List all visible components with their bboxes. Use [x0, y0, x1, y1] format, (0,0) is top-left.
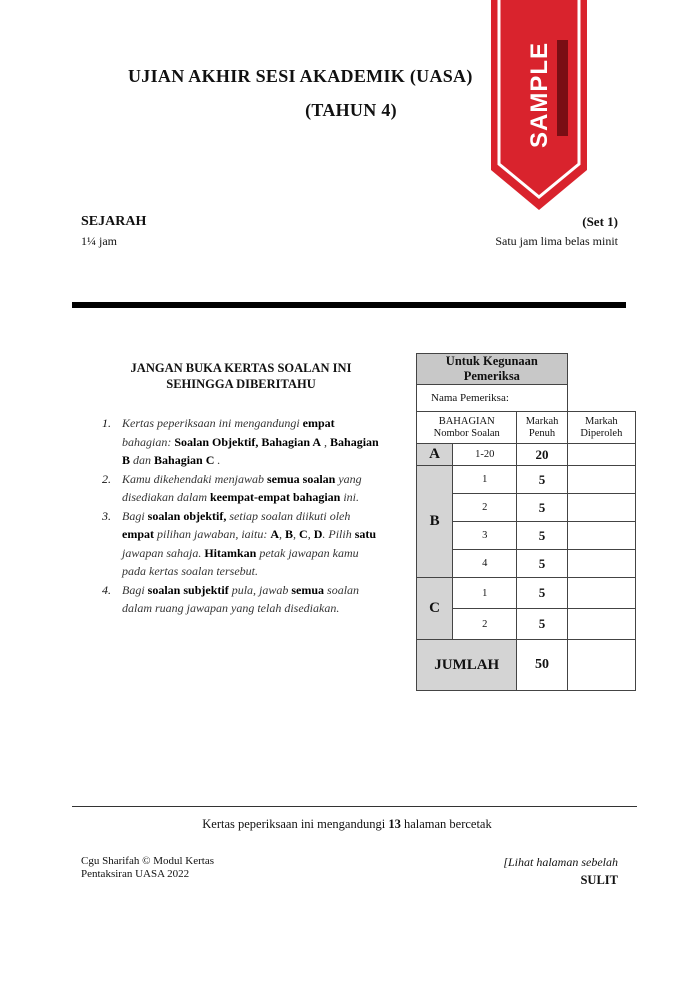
- total-label: JUMLAH: [417, 640, 517, 691]
- column-header-full-mark-line1: Markah: [525, 415, 559, 427]
- instruction-text: bahagian:: [122, 434, 175, 449]
- section-a-range: 1-20: [453, 444, 517, 466]
- column-header-obtained-mark-line1: Markah: [585, 415, 618, 427]
- instruction-item: [102, 581, 384, 618]
- section-b-question-3: 3: [453, 522, 517, 550]
- duration: 1¼ jam: [81, 234, 117, 248]
- section-b-mark-4: 5: [517, 550, 567, 578]
- section-a-mark: 20: [517, 444, 567, 466]
- instruction-emphasis: semua: [291, 582, 325, 597]
- column-header-obtained-mark: [567, 412, 635, 444]
- instruction-item: [102, 470, 384, 507]
- instruction-text: Bagi: [122, 582, 148, 597]
- section-c-question-1: 1: [453, 578, 517, 609]
- instruction-text: ,: [293, 527, 300, 541]
- column-header-section-line2: Nombor Soalan: [433, 427, 500, 439]
- instruction-emphasis: soalan subjektif: [147, 582, 229, 597]
- column-header-full-mark: [517, 412, 567, 444]
- section-b-obtained-2[interactable]: [567, 494, 635, 522]
- examiner-name-cell: Nama Pemeriksa:: [417, 385, 568, 412]
- set-label: (Set 1): [582, 214, 618, 229]
- instruction-text: Kamu dikehendaki menjawab: [122, 471, 267, 486]
- section-c-mark-1: 5: [517, 578, 567, 609]
- instruction-text: pula, jawab: [228, 582, 292, 597]
- page-count-note-prefix: Kertas peperiksaan ini mengandungi: [202, 817, 389, 831]
- column-header-obtained-mark-line2: Diperoleh: [580, 427, 623, 439]
- copyright-line-1: Cgu Sharifah © Modul Kertas: [81, 855, 215, 867]
- instruction-number: 2.: [102, 471, 111, 486]
- section-b-obtained-3[interactable]: [567, 522, 635, 550]
- instruction-text: Bagi: [122, 508, 148, 523]
- instruction-number: 1.: [102, 416, 111, 430]
- section-b-obtained-1[interactable]: [567, 466, 635, 494]
- instruction-emphasis: empat: [122, 527, 154, 541]
- section-a-label: A: [417, 444, 453, 466]
- instruction-text: petak jawapan kamu pada kertas soalan tersebut.: [122, 545, 359, 578]
- instruction-item: [102, 414, 384, 470]
- exam-title: UJIAN AKHIR SESI AKADEMIK (UASA): [128, 66, 473, 86]
- instruction-item: [102, 507, 384, 581]
- sample-watermark-tag: [557, 40, 568, 136]
- instruction-text: dan: [130, 453, 155, 467]
- total-obtained[interactable]: [567, 640, 635, 691]
- instruction-emphasis: Bahagian B: [122, 434, 379, 467]
- warning-line-1: JANGAN BUKA KERTAS SOALAN INI: [130, 361, 352, 375]
- column-header-section: [417, 412, 517, 444]
- instruction-text: setiap soalan diikuti oleh: [226, 508, 351, 523]
- instruction-emphasis: D: [313, 527, 323, 541]
- instruction-number: 3.: [102, 508, 111, 523]
- instruction-emphasis: B: [285, 527, 294, 541]
- total-value: 50: [517, 640, 567, 691]
- instruction-emphasis: Bahagian C: [154, 453, 215, 467]
- section-b-mark-3: 5: [517, 522, 567, 550]
- instruction-emphasis: keempat-empat bahagian: [210, 490, 341, 504]
- section-c-obtained-1[interactable]: [567, 578, 635, 609]
- instruction-emphasis: Hitamkan: [204, 545, 257, 560]
- page-count-note: [0, 817, 694, 832]
- column-header-section-line1: BAHAGIAN: [438, 415, 495, 427]
- section-b-question-1: 1: [453, 466, 517, 494]
- instruction-emphasis: satu: [354, 527, 377, 541]
- classification-label: SULIT: [580, 873, 618, 887]
- instruction-emphasis: soalan objektif,: [147, 508, 227, 523]
- section-b-mark-2: 5: [517, 494, 567, 522]
- section-b-question-2: 2: [453, 494, 517, 522]
- instruction-text: . Pilih: [322, 527, 355, 541]
- section-c-obtained-2[interactable]: [567, 609, 635, 640]
- copyright-line-2: Pentaksiran UASA 2022: [81, 868, 190, 880]
- section-c-question-2: 2: [453, 609, 517, 640]
- instruction-text: pilihan jawaban, iaitu:: [154, 527, 271, 541]
- page-count-note-suffix: halaman bercetak: [400, 817, 492, 831]
- examiner-table: [416, 353, 636, 691]
- instruction-text: ini.: [340, 490, 360, 504]
- sample-watermark-badge: [491, 0, 587, 210]
- examiner-table-header: Untuk Kegunaan Pemeriksa: [417, 354, 568, 385]
- section-b-mark-1: 5: [517, 466, 567, 494]
- duration-text: Satu jam lima belas minit: [495, 234, 618, 248]
- instruction-emphasis: semua soalan: [266, 471, 336, 486]
- exam-year: (TAHUN 4): [305, 100, 397, 120]
- sample-watermark-text: SAMPLE: [526, 41, 553, 148]
- section-a-obtained[interactable]: [567, 444, 635, 466]
- page-count: 13: [388, 817, 401, 831]
- section-b-question-4: 4: [453, 550, 517, 578]
- instruction-emphasis: empat: [302, 416, 335, 430]
- instruction-text: ,: [321, 434, 331, 449]
- next-page-note: [Lihat halaman sebelah: [503, 855, 618, 869]
- instruction-text: yang disediakan dalam: [122, 471, 362, 504]
- instructions-list: [102, 414, 384, 618]
- instruction-emphasis: C: [299, 527, 308, 541]
- footer-divider: [72, 806, 637, 807]
- instruction-text: Kertas peperiksaan ini mengandungi: [122, 416, 303, 430]
- instruction-emphasis: Soalan Objektif, Bahagian A: [174, 434, 322, 449]
- subject-name: SEJARAH: [81, 214, 147, 229]
- header-divider: [72, 302, 626, 308]
- instruction-text: .: [214, 453, 221, 467]
- warning-line-2: SEHINGGA DIBERITAHU: [166, 377, 316, 391]
- instruction-text: ,: [279, 527, 286, 541]
- section-c-label: C: [417, 578, 453, 640]
- instruction-number: 4.: [102, 582, 111, 597]
- section-c-mark-2: 5: [517, 609, 567, 640]
- section-b-obtained-4[interactable]: [567, 550, 635, 578]
- copyright: [81, 855, 241, 881]
- instruction-text: soalan dalam ruang jawapan yang telah disediakan.: [122, 582, 360, 615]
- section-b-label: B: [417, 466, 453, 578]
- instruction-text: jawapan sahaja.: [122, 545, 205, 560]
- column-header-full-mark-line2: Penuh: [528, 427, 556, 439]
- instruction-text: ,: [307, 527, 314, 541]
- instruction-emphasis: A: [270, 527, 280, 541]
- warning-heading: [96, 360, 386, 392]
